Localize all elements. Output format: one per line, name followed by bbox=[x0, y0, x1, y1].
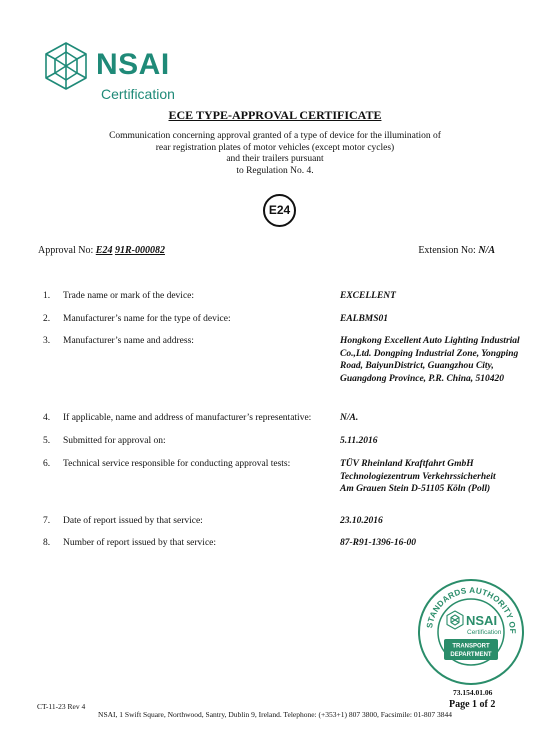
item-value: TÜV Rheinland Kraftfahrt GmbH Technologiezentrum Verkehrssicherheit Am Grauen Stein D-51105 Köln (Poll) bbox=[340, 459, 496, 494]
item-label: Manufacturer’s name for the type of device: bbox=[63, 314, 231, 324]
intro-line: rear registration plates of motor vehicles (except motor cycles) bbox=[155, 142, 395, 153]
seal-ring-text: STANDARDS AUTHORITY OF bbox=[425, 585, 518, 635]
item-number: 5. bbox=[43, 436, 51, 446]
approval-number bbox=[38, 245, 165, 256]
nsai-logo bbox=[40, 40, 180, 110]
item-label: Trade name or mark of the device: bbox=[63, 291, 195, 301]
intro-paragraph bbox=[90, 131, 460, 177]
item-number: 1. bbox=[43, 291, 51, 301]
item-label: Manufacturer’s name and address: bbox=[63, 336, 194, 346]
logo-brand-text: NSAI bbox=[96, 48, 170, 81]
item-number: 8. bbox=[43, 538, 51, 548]
approval-value-number: 91R-000082 bbox=[114, 245, 165, 256]
item-number: 2. bbox=[43, 314, 51, 324]
seal-sub: Certification bbox=[467, 629, 502, 636]
extension-label: Extension No: bbox=[418, 245, 476, 256]
document-code: 73.154.01.06 bbox=[453, 688, 493, 697]
logo-sub-text: Certification bbox=[101, 86, 175, 102]
item-label: If applicable, name and address of manufacturer’s representative: bbox=[63, 413, 312, 423]
seal-dept-line-2: DEPARTMENT bbox=[450, 652, 492, 658]
approval-value-country: E24 bbox=[95, 245, 113, 256]
intro-line: to Regulation No. 4. bbox=[236, 165, 314, 176]
item-number: 4. bbox=[43, 413, 51, 423]
footer-address: NSAI, 1 Swift Square, Northwood, Santry, Dublin 9, Ireland. Telephone: (+353+1) 807 3800, Facsimile: 01-807 3844 bbox=[98, 710, 452, 719]
intro-line: Communication concerning approval granted of a type of device for the illumination of bbox=[109, 131, 441, 141]
approval-label: Approval No: bbox=[38, 245, 94, 256]
item-number: 6. bbox=[43, 459, 51, 469]
item-number: 7. bbox=[43, 516, 51, 526]
item-label: Technical service responsible for conducting approval tests: bbox=[63, 459, 291, 469]
intro-line: and their trailers pursuant bbox=[226, 154, 324, 164]
item-value: EALBMS01 bbox=[340, 314, 389, 324]
item-value: 5.11.2016 bbox=[340, 436, 378, 446]
item-value: Hongkong Excellent Auto Lighting Industrial Co.,Ltd. Dongping Industrial Zone, Yongping Road, BaiyunDistrict, Guangzhou City, Guangdong Province, P.R. China, 510420 bbox=[340, 336, 520, 384]
item-label: Number of report issued by that service: bbox=[63, 538, 217, 548]
extension-number bbox=[418, 245, 495, 256]
certificate-title: ECE TYPE-APPROVAL CERTIFICATE bbox=[168, 108, 382, 122]
seal-polyhedron-icon bbox=[447, 611, 463, 629]
page-number: Page 1 of 2 bbox=[449, 699, 496, 710]
seal-emblem bbox=[417, 578, 525, 686]
nsai-polyhedron-icon bbox=[40, 40, 92, 92]
seal-brand: NSAI bbox=[466, 613, 498, 628]
item-value: 23.10.2016 bbox=[340, 516, 383, 526]
seal-dept-line-1: TRANSPORT bbox=[452, 643, 490, 650]
item-label: Submitted for approval on: bbox=[63, 436, 166, 446]
nsai-transport-seal bbox=[417, 578, 525, 686]
item-value: N/A. bbox=[340, 413, 359, 423]
item-label: Date of report issued by that service: bbox=[63, 516, 203, 526]
form-revision: CT-11-23 Rev 4 bbox=[37, 702, 86, 711]
item-value: EXCELLENT bbox=[340, 291, 396, 301]
item-value: 87-R91-1396-16-00 bbox=[340, 538, 416, 548]
e-approval-mark: E24 bbox=[263, 194, 296, 227]
extension-value: N/A bbox=[478, 245, 495, 256]
item-number: 3. bbox=[43, 336, 51, 346]
